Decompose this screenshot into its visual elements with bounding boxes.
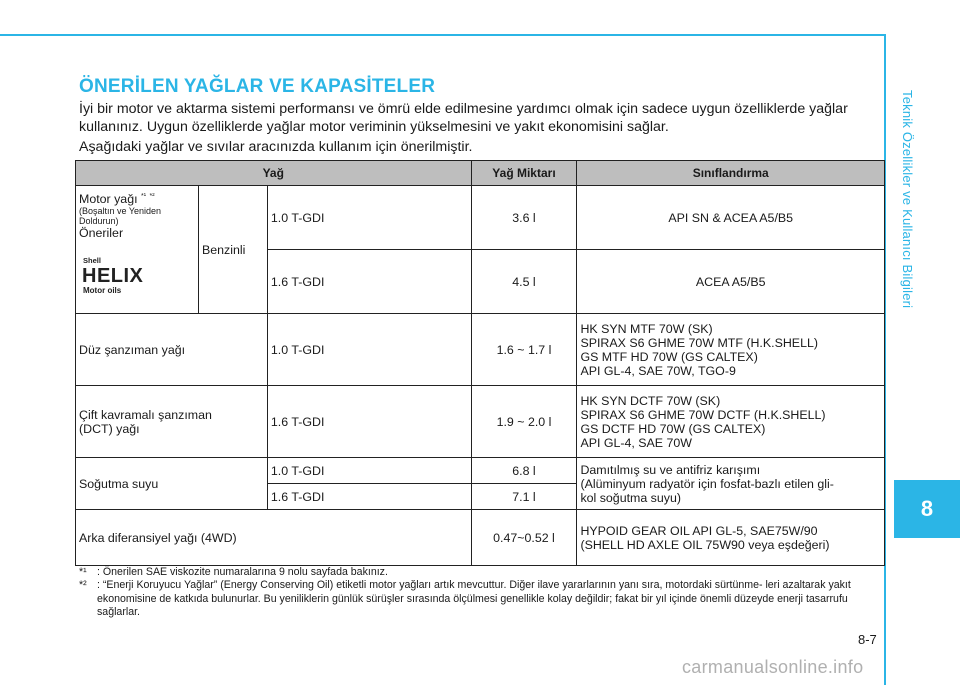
footnote-ref-2: *² <box>149 192 155 200</box>
footnote-mark: *¹ <box>79 566 87 578</box>
header-classification: Sınıflandırma <box>577 161 885 186</box>
logo-word-text: HELIX <box>82 265 144 287</box>
dct-engine: 1.6 T-GDI <box>267 386 471 458</box>
coolant-label: Soğutma suyu <box>76 458 268 510</box>
coolant-amount-1: 6.8 l <box>471 458 577 484</box>
diff-oil-label: Arka diferansiyel yağı (4WD) <box>76 510 472 566</box>
chapter-tab[interactable]: 8 <box>894 480 960 538</box>
manual-oil-label: Düz şanzıman yağı <box>76 314 268 386</box>
motor-engine-2: 1.6 T-GDI <box>267 250 471 314</box>
dct-label-line: Çift kavramalı şanzıman <box>79 407 212 422</box>
logo-brand-text: Shell <box>83 256 101 265</box>
motor-amount-1: 3.6 l <box>471 186 577 250</box>
manual-amount: 1.6 ~ 1.7 l <box>471 314 577 386</box>
header-oil: Yağ <box>76 161 472 186</box>
coolant-engine-1: 1.0 T-GDI <box>267 458 471 484</box>
dct-spec-line: API GL-4, SAE 70W <box>580 435 692 450</box>
footnote-text: : Önerilen SAE viskozite numaralarına 9 nolu sayfada bakınız. <box>97 566 388 578</box>
manual-spec-line: API GL-4, SAE 70W, TGO-9 <box>580 363 736 378</box>
footnote-ref-1: *¹ <box>141 192 147 200</box>
motor-spec-2: ACEA A5/B5 <box>577 250 885 314</box>
watermark: carmanualsonline.info <box>682 657 864 677</box>
logo-sub-text: Motor oils <box>83 286 122 295</box>
recommend-label: Öneriler <box>79 226 124 240</box>
motor-oil-label: Motor yağı <box>79 192 138 206</box>
table-row <box>76 510 885 566</box>
diff-spec-line: (SHELL HD AXLE OIL 75W90 veya eşdeğeri) <box>580 537 830 552</box>
table-row <box>76 458 885 484</box>
intro-paragraph-1: İyi bir motor ve aktarma sistemi performansı ve ömrü elde edilmesine yardımcı olmak için sadece uygun özelliklerde yağlar kullanınız. Uygun özelliklerde yağlar motor veriminin yükselmesini ve yakıt ekonomisini sağlar. <box>79 101 848 135</box>
motor-oil-cell <box>76 186 199 314</box>
logo-x-mark <box>149 264 173 284</box>
intro-paragraph-2: Aşağıdaki yağlar ve sıvılar aracınızda kullanım için önerilmiştir. <box>79 139 473 155</box>
page-title: ÖNERİLEN YAĞLAR VE KAPASİTELER <box>79 76 436 97</box>
table-row <box>76 314 885 386</box>
diff-spec-line: HYPOID GEAR OIL API GL-5, SAE75W/90 <box>580 523 818 538</box>
dct-spec-line: GS DCTF HD 70W (GS CALTEX) <box>580 421 766 436</box>
dct-spec-line: HK SYN DCTF 70W (SK) <box>580 393 721 408</box>
coolant-amount-2: 7.1 l <box>471 484 577 510</box>
footnotes <box>79 566 884 620</box>
motor-oil-note: (Boşaltın ve Yeniden Doldurun) <box>79 206 162 226</box>
motor-engine-1: 1.0 T-GDI <box>267 186 471 250</box>
coolant-spec <box>577 458 885 510</box>
footnote-2 <box>79 579 884 619</box>
shell-helix-logo <box>79 254 195 299</box>
dct-oil-label <box>76 386 268 458</box>
motor-spec-1: API SN & ACEA A5/B5 <box>577 186 885 250</box>
diff-amount: 0.47~0.52 l <box>471 510 577 566</box>
oils-capacity-table <box>75 160 885 566</box>
manual-spec <box>577 314 885 386</box>
coolant-engine-2: 1.6 T-GDI <box>267 484 471 510</box>
manual-spec-line: GS MTF HD 70W (GS CALTEX) <box>580 349 758 364</box>
motor-amount-2: 4.5 l <box>471 250 577 314</box>
footnote-text: : “Enerji Koruyucu Yağlar” (Energy Conserving Oil) etiketli motor yağları artık mevcuttur. Diğer ilave yararlarının yanı sıra, motordaki sürtünme- leri azaltarak yakıt ekonomisine de katkıda bulunurlar. Bu yeniliklerin günlük sürüşler sırasında ölçülmesi genellikle kolay değildir; fakat bir yıl içinde önemli düzeyde enerji tasarrufu sağlarlar. <box>97 579 851 619</box>
coolant-spec-line: kol soğutma suyu) <box>580 490 681 505</box>
intro-text <box>79 101 884 157</box>
dct-label-line: (DCT) yağı <box>79 421 140 436</box>
diff-spec <box>577 510 885 566</box>
fuel-type-cell: Benzinli <box>198 186 267 314</box>
manual-spec-line: SPIRAX S6 GHME 70W MTF (H.K.SHELL) <box>580 335 818 350</box>
manual-engine: 1.0 T-GDI <box>267 314 471 386</box>
header-amount: Yağ Miktarı <box>471 161 577 186</box>
table-row <box>76 386 885 458</box>
coolant-spec-line: (Alüminyum radyatör için fosfat-bazlı etilen gli- <box>580 476 834 491</box>
page-number: 8-7 <box>858 632 877 647</box>
coolant-spec-line: Damıtılmış su ve antifriz karışımı <box>580 462 761 477</box>
footnote-1 <box>79 566 884 579</box>
table-row <box>76 186 885 250</box>
dct-amount: 1.9 ~ 2.0 l <box>471 386 577 458</box>
dct-spec-line: SPIRAX S6 GHME 70W DCTF (H.K.SHELL) <box>580 407 826 422</box>
table-header-row <box>76 161 885 186</box>
shell-helix-logo-icon <box>79 254 175 296</box>
top-rule <box>0 34 884 36</box>
dct-spec <box>577 386 885 458</box>
manual-spec-line: HK SYN MTF 70W (SK) <box>580 321 713 336</box>
footnote-mark: *² <box>79 579 87 592</box>
chapter-side-label: Teknik Özellikler ve Kullanıcı Bilgileri <box>900 90 915 309</box>
